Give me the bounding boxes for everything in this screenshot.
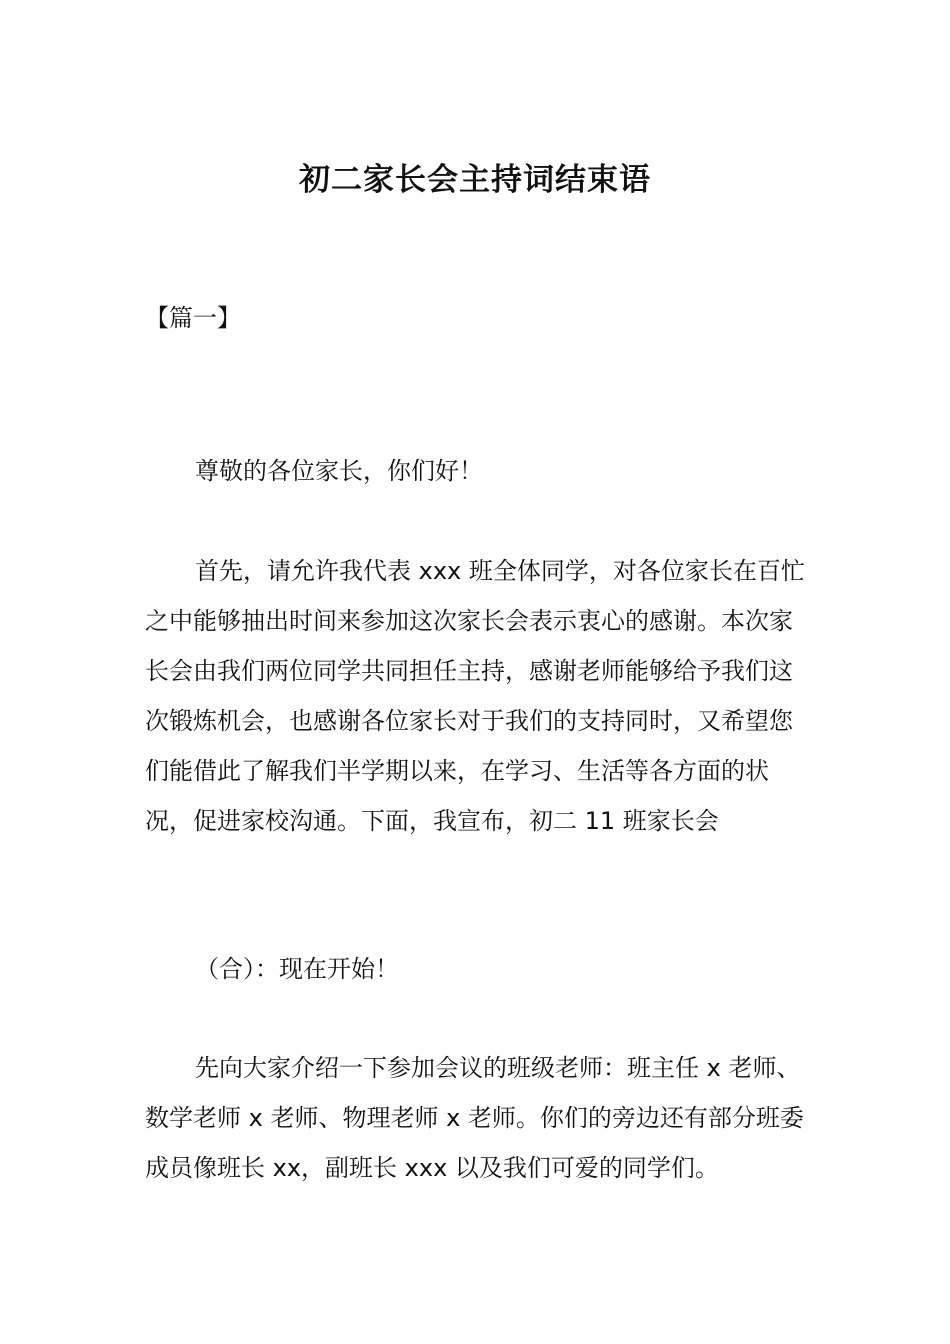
section-label: 【篇一】 — [145, 304, 241, 332]
greeting-paragraph: 尊敬的各位家长，你们好！ — [195, 457, 483, 485]
introduction-paragraph: 先向大家介绍一下参加会议的班级老师：班主任 x 老师、数学老师 x 老师、物理老师 x 老师。你们的旁边还有部分班委成员像班长 xx，副班长 xxx 以及我们可爱的同学们。 — [145, 1054, 804, 1182]
start-paragraph: （合）：现在开始！ — [195, 955, 399, 983]
document-title: 初二家长会主持词结束语 — [299, 162, 651, 198]
opening-paragraph: 首先，请允许我代表 xxx 班全体同学，对各位家长在百忙之中能够抽出时间来参加这次家长会表示衷心的感谢。本次家长会由我们两位同学共同担任主持，感谢老师能够给予我们这次锻炼机会，也感谢各位家长对于我们的支持同时，又希望您们能借此了解我们半学期以来，在学习、生活等各方面的状况，促进家校沟通。下面，我宣布，初二 11 班家长会 — [145, 557, 805, 835]
